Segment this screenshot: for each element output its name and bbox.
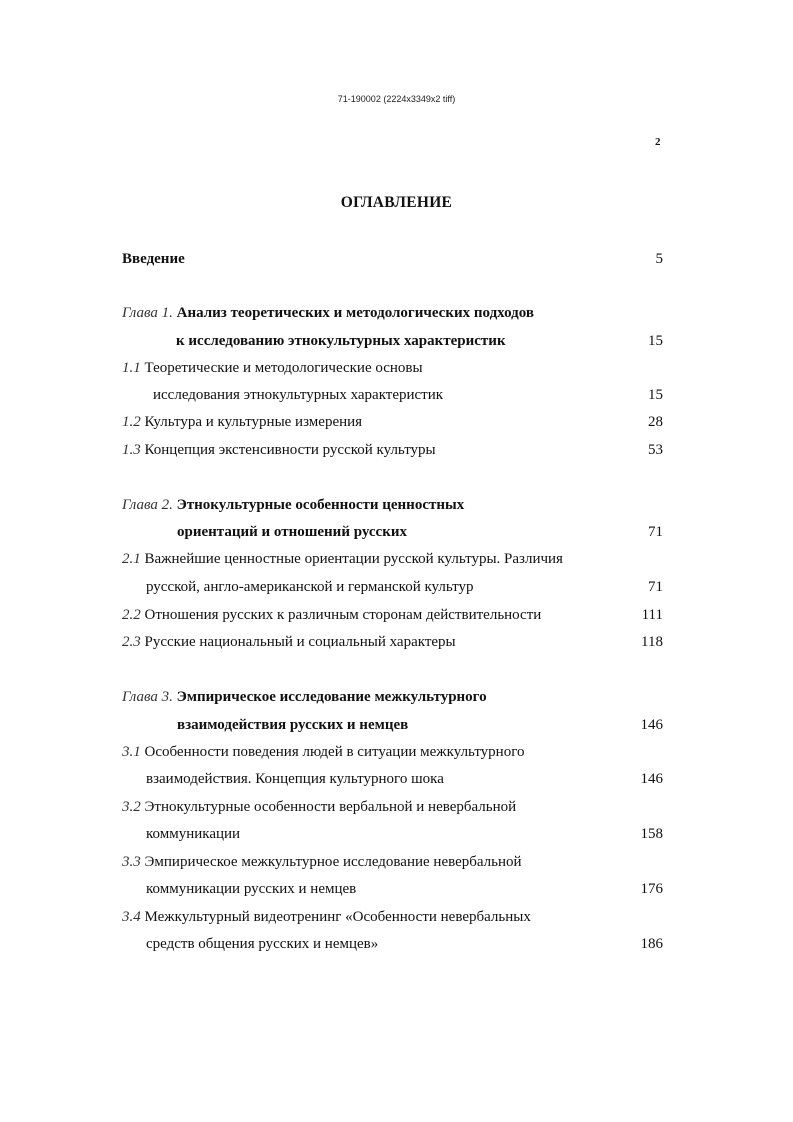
section-title: Отношения русских к различным сторонам действительности	[144, 607, 542, 623]
section-number: 1.2	[122, 414, 141, 430]
section-number: 1.3	[122, 442, 141, 458]
toc-section-page: 15	[648, 387, 663, 403]
toc-chapter-3	[122, 688, 487, 706]
section-title: Концепция экстенсивности русской культуры	[144, 442, 436, 458]
chapter-title-cont: взаимодействия русских и немцев	[177, 717, 409, 733]
section-title: Культура и культурные измерения	[144, 414, 363, 430]
section-title-cont: взаимодействия. Концепция культурного шока	[146, 771, 444, 787]
section-number: 3.4	[122, 909, 141, 925]
section-title: Эмпирическое межкультурное исследование невербальной	[144, 854, 522, 870]
toc-section-page: 28	[648, 414, 663, 430]
toc-section-page: 186	[640, 936, 663, 952]
toc-section-1-3	[122, 441, 436, 459]
toc-chapter-page: 71	[648, 524, 663, 540]
chapter-title: Эмпирическое исследование межкультурного	[176, 689, 487, 705]
toc-section-page: 158	[640, 826, 663, 842]
toc-section-3-1	[122, 743, 525, 761]
toc-intro-page: 5	[655, 251, 663, 267]
toc-section-page: 71	[648, 579, 663, 595]
toc-chapter-page: 15	[648, 333, 663, 349]
section-title-cont: средств общения русских и немцев»	[146, 936, 379, 952]
toc-intro-label: Введение	[122, 251, 185, 267]
toc-section-3-4	[122, 908, 531, 926]
toc-section-page: 118	[641, 634, 663, 650]
toc-section-2-3	[122, 633, 456, 651]
toc-section-3-3	[122, 853, 522, 871]
section-number: 3.2	[122, 799, 141, 815]
section-number: 3.1	[122, 744, 141, 760]
section-title-cont: коммуникации	[146, 826, 241, 842]
scan-header: 71-190002 (2224x3349x2 tiff)	[337, 94, 456, 104]
section-title: Теоретические и методологические основы	[144, 360, 423, 376]
chapter-title-cont: к исследованию этнокультурных характеристик	[176, 333, 506, 349]
toc-section-page: 146	[640, 771, 663, 787]
section-title: Этнокультурные особенности вербальной и невербальной	[144, 799, 517, 815]
section-number: 1.1	[122, 360, 141, 376]
toc-section-page: 176	[640, 881, 663, 897]
chapter-title-cont: ориентаций и отношений русских	[177, 524, 408, 540]
chapter-prefix: Глава 1.	[122, 305, 173, 321]
page-number: 2	[655, 136, 661, 148]
toc-chapter-page: 146	[640, 717, 663, 733]
section-number: 2.2	[122, 607, 141, 623]
section-title: Межкультурный видеотренинг «Особенности невербальных	[144, 909, 531, 925]
chapter-title: Этнокультурные особенности ценностных	[176, 497, 465, 513]
section-number: 3.3	[122, 854, 141, 870]
toc-section-page: 53	[648, 442, 663, 458]
section-number: 2.3	[122, 634, 141, 650]
toc-title: ОГЛАВЛЕНИЕ	[340, 194, 453, 211]
toc-section-2-1	[122, 550, 563, 568]
section-title-cont: исследования этнокультурных характеристик	[153, 387, 444, 403]
section-title-cont: коммуникации русских и немцев	[146, 881, 357, 897]
toc-section-1-2	[122, 413, 362, 431]
section-title: Важнейшие ценностные ориентации русской культуры. Различия	[144, 551, 563, 567]
chapter-prefix: Глава 2.	[122, 497, 173, 513]
chapter-title: Анализ теоретических и методологических подходов	[176, 305, 534, 321]
section-number: 2.1	[122, 551, 141, 567]
section-title: Русские национальный и социальный характеры	[144, 634, 456, 650]
chapter-prefix: Глава 3.	[122, 689, 173, 705]
section-title: Особенности поведения людей в ситуации межкультурного	[144, 744, 525, 760]
toc-chapter-1	[122, 304, 534, 322]
toc-section-2-2	[122, 606, 541, 624]
section-title-cont: русской, англо-американской и германской культур	[146, 579, 474, 595]
toc-section-page: 111	[641, 607, 663, 623]
toc-section-3-2	[122, 798, 516, 816]
toc-section-1-1	[122, 359, 423, 377]
toc-chapter-2	[122, 496, 464, 514]
